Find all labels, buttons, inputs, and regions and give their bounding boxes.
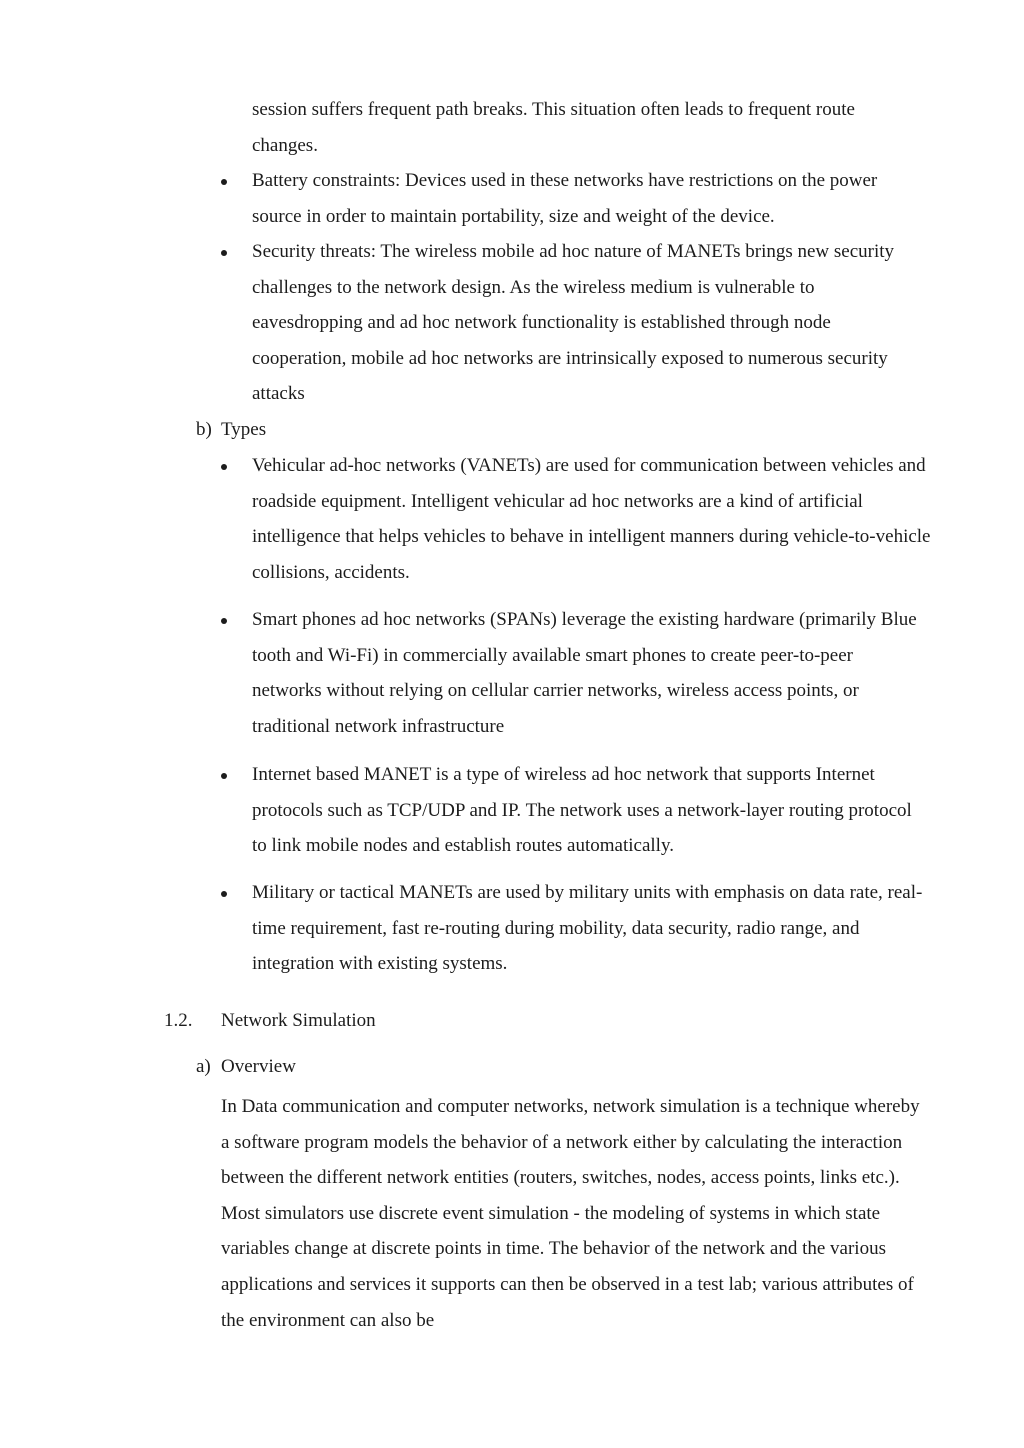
types-heading: Types — [221, 419, 267, 440]
bullet-dot — [221, 891, 227, 897]
bullet-dot — [221, 618, 227, 624]
bullet-dot — [221, 250, 227, 256]
bullet-battery-constraints: Battery constraints: Devices used in these networks have restrictions on the power source in order to maintain portability, size and weight of the device. — [252, 170, 878, 227]
continuation-paragraph: session suffers frequent path breaks. This situation often leads to frequent route changes. — [252, 99, 855, 156]
bullet-dot — [221, 179, 227, 185]
bullet-vanets: Vehicular ad-hoc networks (VANETs) are used for communication between vehicles and roadside equipment. Intelligent vehicular ad hoc networks are a kind of artificial intelligence that helps vehicles to behave in intelligent manners during vehicle-to-vehicle collisions, accidents. — [252, 455, 931, 583]
overview-heading: Overview — [221, 1056, 296, 1077]
types-marker: b) — [196, 419, 212, 440]
bullet-security-threats: Security threats: The wireless mobile ad hoc nature of MANETs brings new security challenges to the network design. As the wireless medium is vulnerable to eavesdropping and ad hoc network functionality is established through node cooperation, mobile ad hoc networks are intrinsically exposed to numerous security attacks — [252, 241, 895, 405]
bullet-dot — [221, 464, 227, 470]
bullet-internet-manet: Internet based MANET is a type of wireless ad hoc network that supports Internet protocols such as TCP/UDP and IP. The network uses a network-layer routing protocol to link mobile nodes and establish routes automatically. — [252, 764, 912, 857]
overview-paragraph: In Data communication and computer networks, network simulation is a technique whereby a software program models the behavior of a network either by calculating the interaction between the different network entities (routers, switches, nodes, access points, links etc.). Most simulators use discrete event simulation - the modeling of systems in which state variables change at discrete points in time. The behavior of the network and the various applications and services it supports can then be observed in a test lab; various attributes of the environment can also be — [221, 1096, 920, 1331]
bullet-dot — [221, 773, 227, 779]
overview-marker: a) — [196, 1056, 211, 1077]
bullet-spans: Smart phones ad hoc networks (SPANs) leverage the existing hardware (primarily Blue tooth and Wi-Fi) in commercially available smart phones to create peer-to-peer networks without relying on cellular carrier networks, wireless access points, or traditional network infrastructure — [252, 609, 917, 737]
section-number: 1.2. — [164, 1010, 193, 1031]
section-title: Network Simulation — [221, 1010, 376, 1031]
bullet-military-manets: Military or tactical MANETs are used by military units with emphasis on data rate, real-time requirement, fast re-routing during mobility, data security, radio range, and integration with existing systems. — [252, 882, 923, 975]
